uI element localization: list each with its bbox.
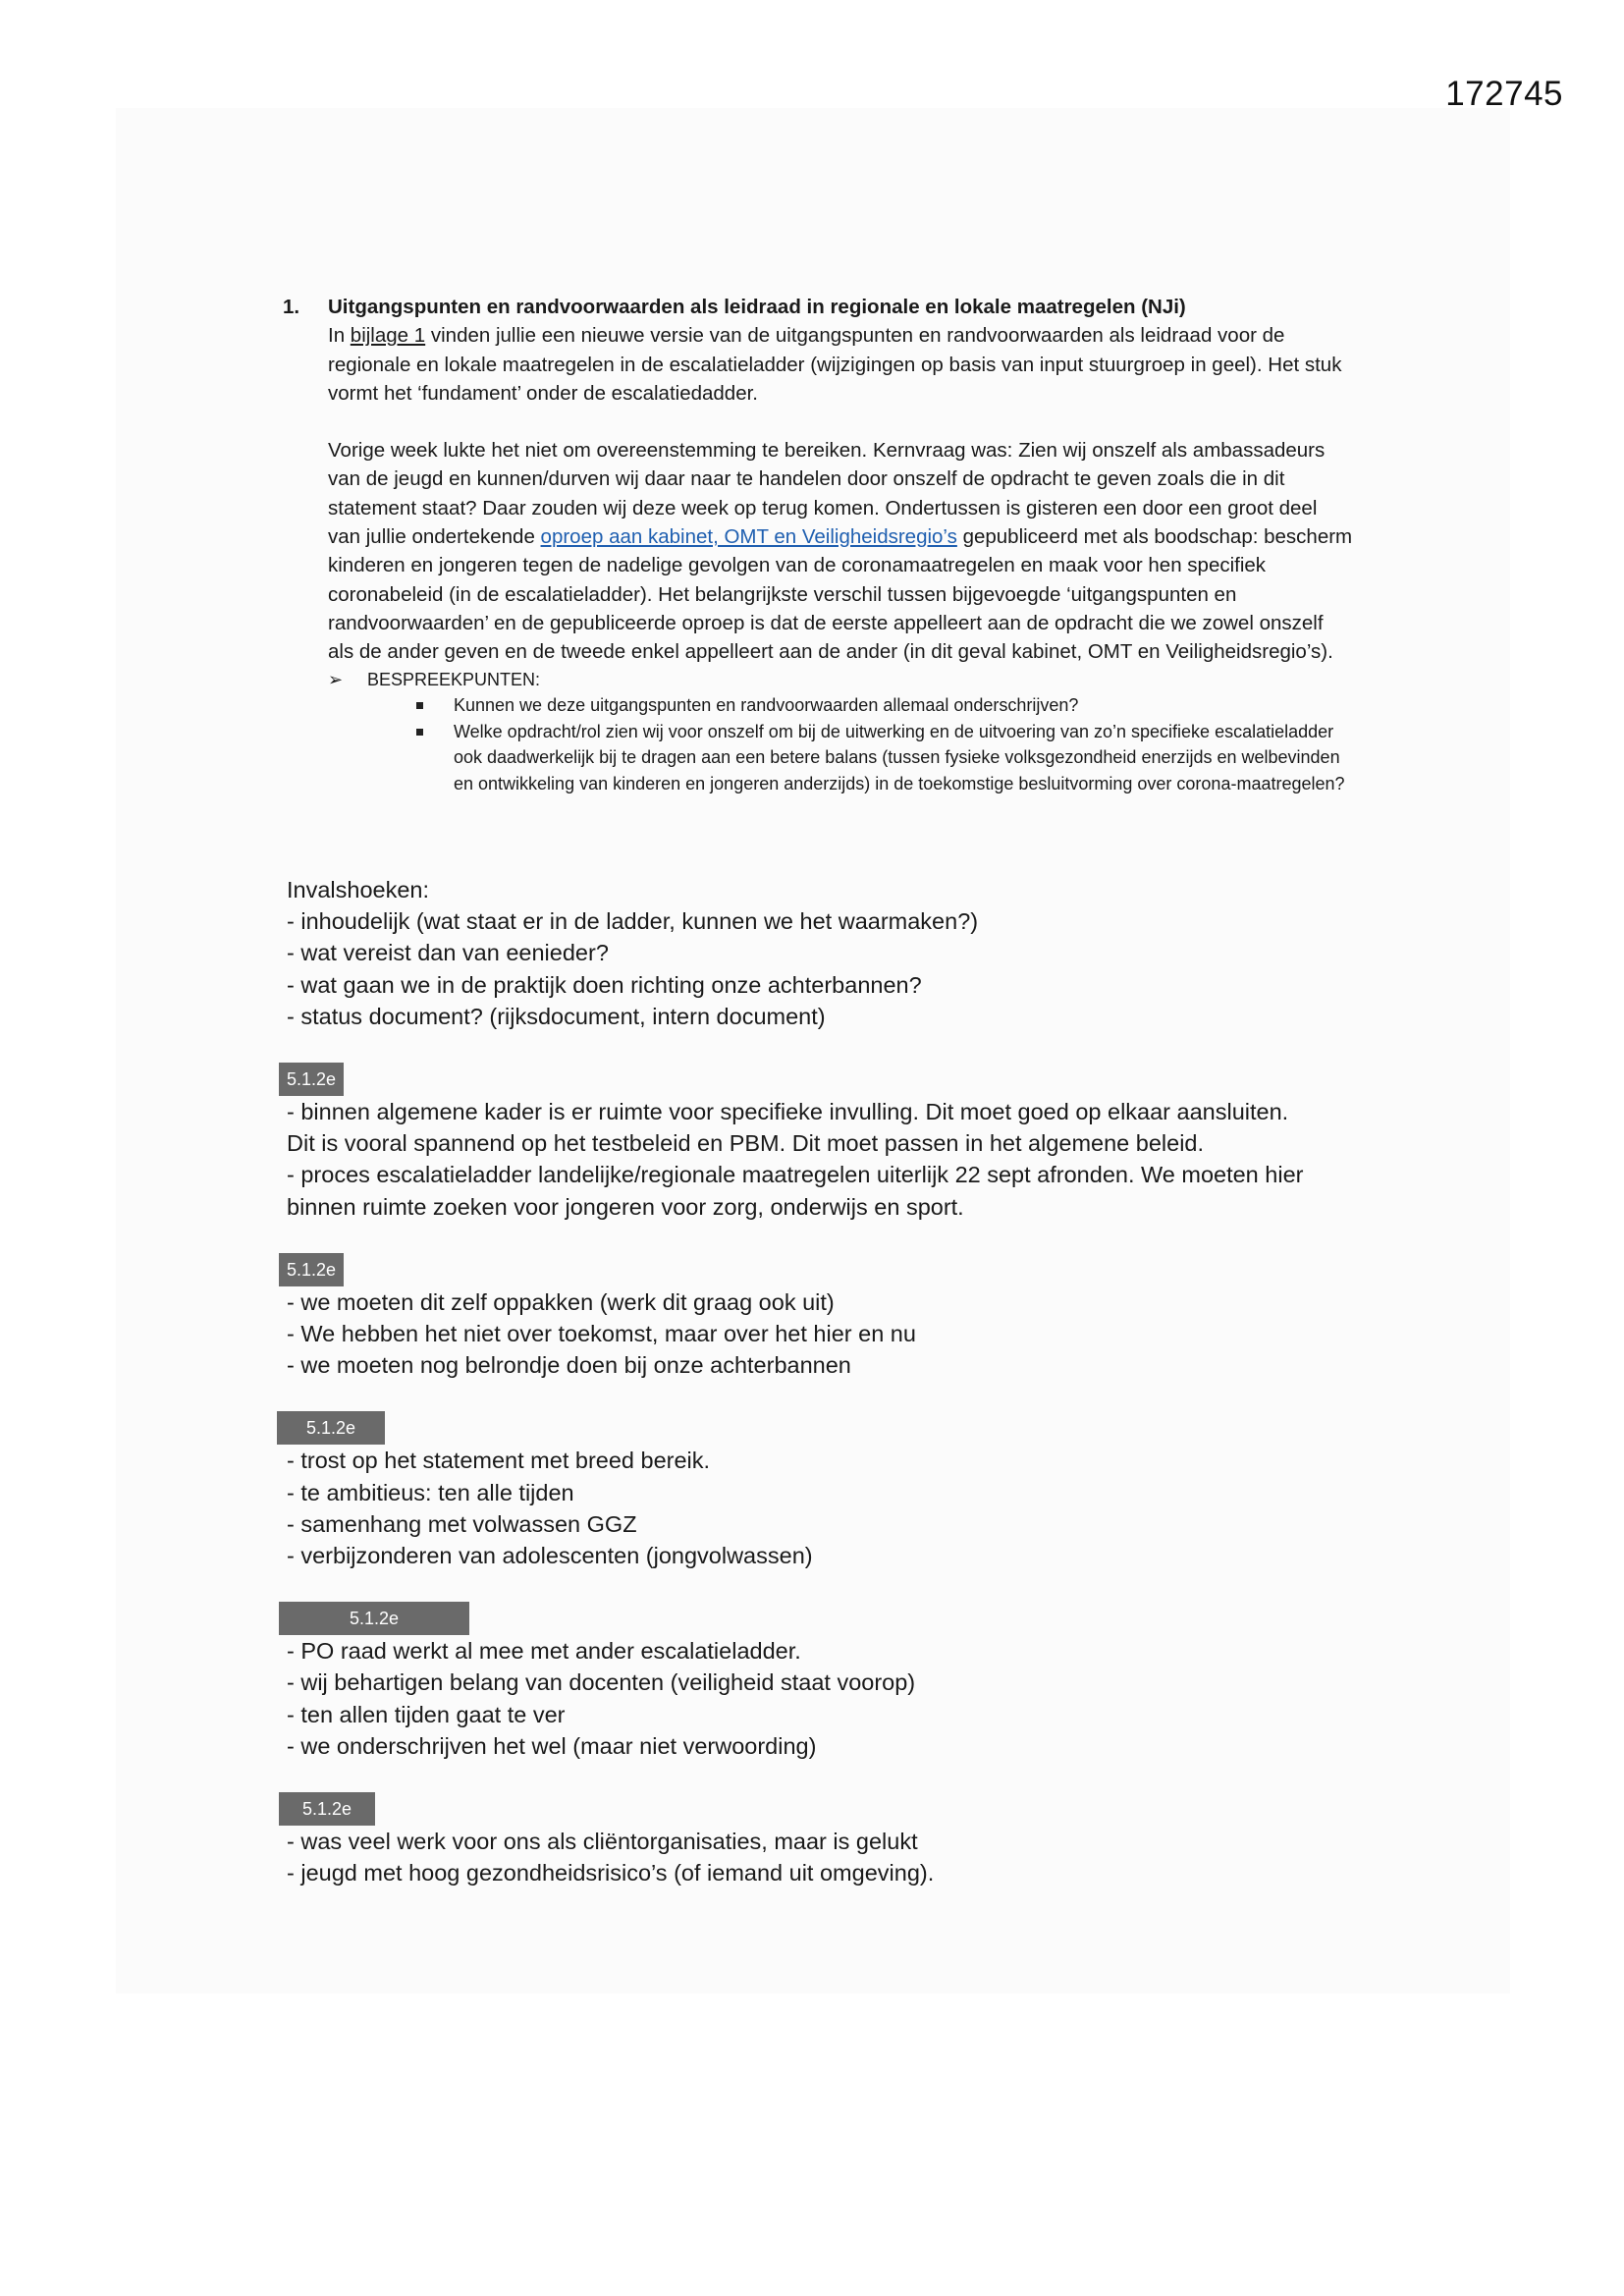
square-bullet-icon — [416, 702, 423, 709]
oproep-link[interactable]: oproep aan kabinet, OMT en Veiligheidsregio’s — [540, 525, 957, 549]
notes-line: binnen ruimte zoeken voor jongeren voor zorg, onderwijs en sport. — [287, 1193, 964, 1220]
notes-line: Dit is vooral spannend op het testbeleid en PBM. Dit moet passen in het algemene beleid. — [287, 1130, 1205, 1157]
speaker-block-4 — [287, 1601, 1377, 1762]
notes-line: - wat gaan we in de praktijk doen richting onze achterbannen? — [287, 971, 922, 998]
notes-line: - we moeten dit zelf oppakken (werk dit graag ook uit) — [287, 1288, 835, 1315]
notes-line: - status document? (rijksdocument, intern document) — [287, 1003, 826, 1029]
redaction-label: 5.1.2e — [277, 1411, 385, 1445]
speaker-block-5 — [287, 1791, 1377, 1888]
invalshoeken-block — [287, 874, 1377, 1032]
square-bullet-icon — [416, 729, 423, 736]
notes-line: - te ambitieus: ten alle tijden — [287, 1479, 574, 1505]
notes-line: - binnen algemene kader is er ruimte voor specifieke invulling. Dit moet goed op elkaar aansluiten. — [287, 1099, 1289, 1125]
notes-line: - PO raad werkt al mee met ander escalatieladder. — [287, 1638, 801, 1665]
redaction-label: 5.1.2e — [279, 1602, 469, 1635]
arrow-bullet-icon: ➢ — [328, 669, 344, 689]
document-number: 172745 — [1445, 75, 1563, 113]
list-item: Kunnen we deze uitgangspunten en randvoorwaarden allemaal onderschrijven? — [414, 692, 1353, 719]
meeting-notes — [287, 874, 1377, 1888]
invalshoeken-heading: Invalshoeken: — [287, 877, 430, 902]
notes-line: - was veel werk voor ons als cliëntorganisaties, maar is gelukt — [287, 1829, 918, 1855]
notes-line: - jeugd met hoog gezondheidsrisico’s (of iemand uit omgeving). — [287, 1860, 935, 1886]
notes-line: - trost op het statement met breed bereik. — [287, 1448, 711, 1474]
agenda-item-1 — [283, 293, 1353, 796]
notes-line: - samenhang met volwassen GGZ — [287, 1510, 637, 1537]
bespreekpunten-heading: ➢ BESPREEKPUNTEN: — [328, 667, 1353, 693]
notes-line: - We hebben het niet over toekomst, maar over het hier en nu — [287, 1321, 916, 1347]
notes-line: - ten allen tijden gaat te ver — [287, 1701, 566, 1727]
notes-line: - verbijzonderen van adolescenten (jongvolwassen) — [287, 1543, 813, 1569]
item-number: 1. — [283, 296, 300, 318]
speaker-block-1 — [287, 1062, 1377, 1223]
notes-line: - we moeten nog belrondje doen bij onze achterbannen — [287, 1352, 851, 1379]
notes-line: - inhoudelijk (wat staat er in de ladder, kunnen we het waarmaken?) — [287, 908, 979, 935]
speaker-block-3 — [287, 1410, 1377, 1571]
redaction-label: 5.1.2e — [279, 1253, 344, 1286]
list-item: Welke opdracht/rol zien wij voor onszelf om bij de uitwerking en de uitvoering van zo’n specifieke escalatieladder ook daadwerkelijk bij te dragen aan een betere balans (tussen fysieke volksgezondheid enerzijds en welbevinden en ontwikkeling van kinderen en jongeren anderzijds) in de toekomstige besluitvorming over corona-maatregelen? — [414, 719, 1353, 797]
speaker-block-2 — [287, 1252, 1377, 1382]
item-body — [328, 293, 1353, 667]
redaction-label: 5.1.2e — [279, 1792, 375, 1826]
redaction-label: 5.1.2e — [279, 1063, 344, 1096]
item-paragraph-2: Vorige week lukte het niet om overeenstemming te bereiken. Kernvraag was: Zien wij onszelf als ambassadeurs van de jeugd en kunnen/durven wij daar naar te handelen door onszelf de opdracht te geven zoals die in dit statement staat? Daar zouden wij deze week op terug komen. Ondertussen is gisteren een door een groot deel van jullie ondertekende oproep aan kabinet, OMT en Veiligheidsregio’s gepubliceerd met als boodschap: bescherm kinderen en jongeren tegen de nadelige gevolgen van de coronamaatregelen en maak voor hen specifiek coronabeleid (in de escalatieladder). Het belangrijkste verschil tussen bijgevoegde ‘uitgangspunten en randvoorwaarden’ en de gepubliceerde oproep is dat de eerste appelleert aan de opdracht die we zowel onszelf als de ander geven en de tweede enkel appelleert aan de ander (in dit geval kabinet, OMT en Veiligheidsregio’s). — [328, 439, 1353, 664]
notes-line: - proces escalatieladder landelijke/regionale maatregelen uiterlijk 22 sept afronden. We moeten hier — [287, 1162, 1304, 1188]
notes-line: - wij behartigen belang van docenten (veiligheid staat voorop) — [287, 1669, 916, 1696]
item-title: Uitgangspunten en randvoorwaarden als leidraad in regionale en lokale maatregelen (NJi) — [328, 296, 1186, 318]
notes-line: - wat vereist dan van eenieder? — [287, 940, 609, 966]
notes-line: - we onderschrijven het wel (maar niet verwoording) — [287, 1732, 817, 1759]
item-paragraph-1: In bijlage 1 vinden jullie een nieuwe versie van de uitgangspunten en randvoorwaarden als leidraad voor de regionale en lokale maatregelen in de escalatieladder (wijzigingen op basis van input stuurgroep in geel). Het stuk vormt het ‘fundament’ onder de escalatiedadder. — [328, 324, 1342, 405]
bespreekpunten-section — [328, 667, 1353, 797]
bijlage-link[interactable]: bijlage 1 — [350, 324, 426, 348]
bespreekpunten-list — [328, 692, 1353, 796]
